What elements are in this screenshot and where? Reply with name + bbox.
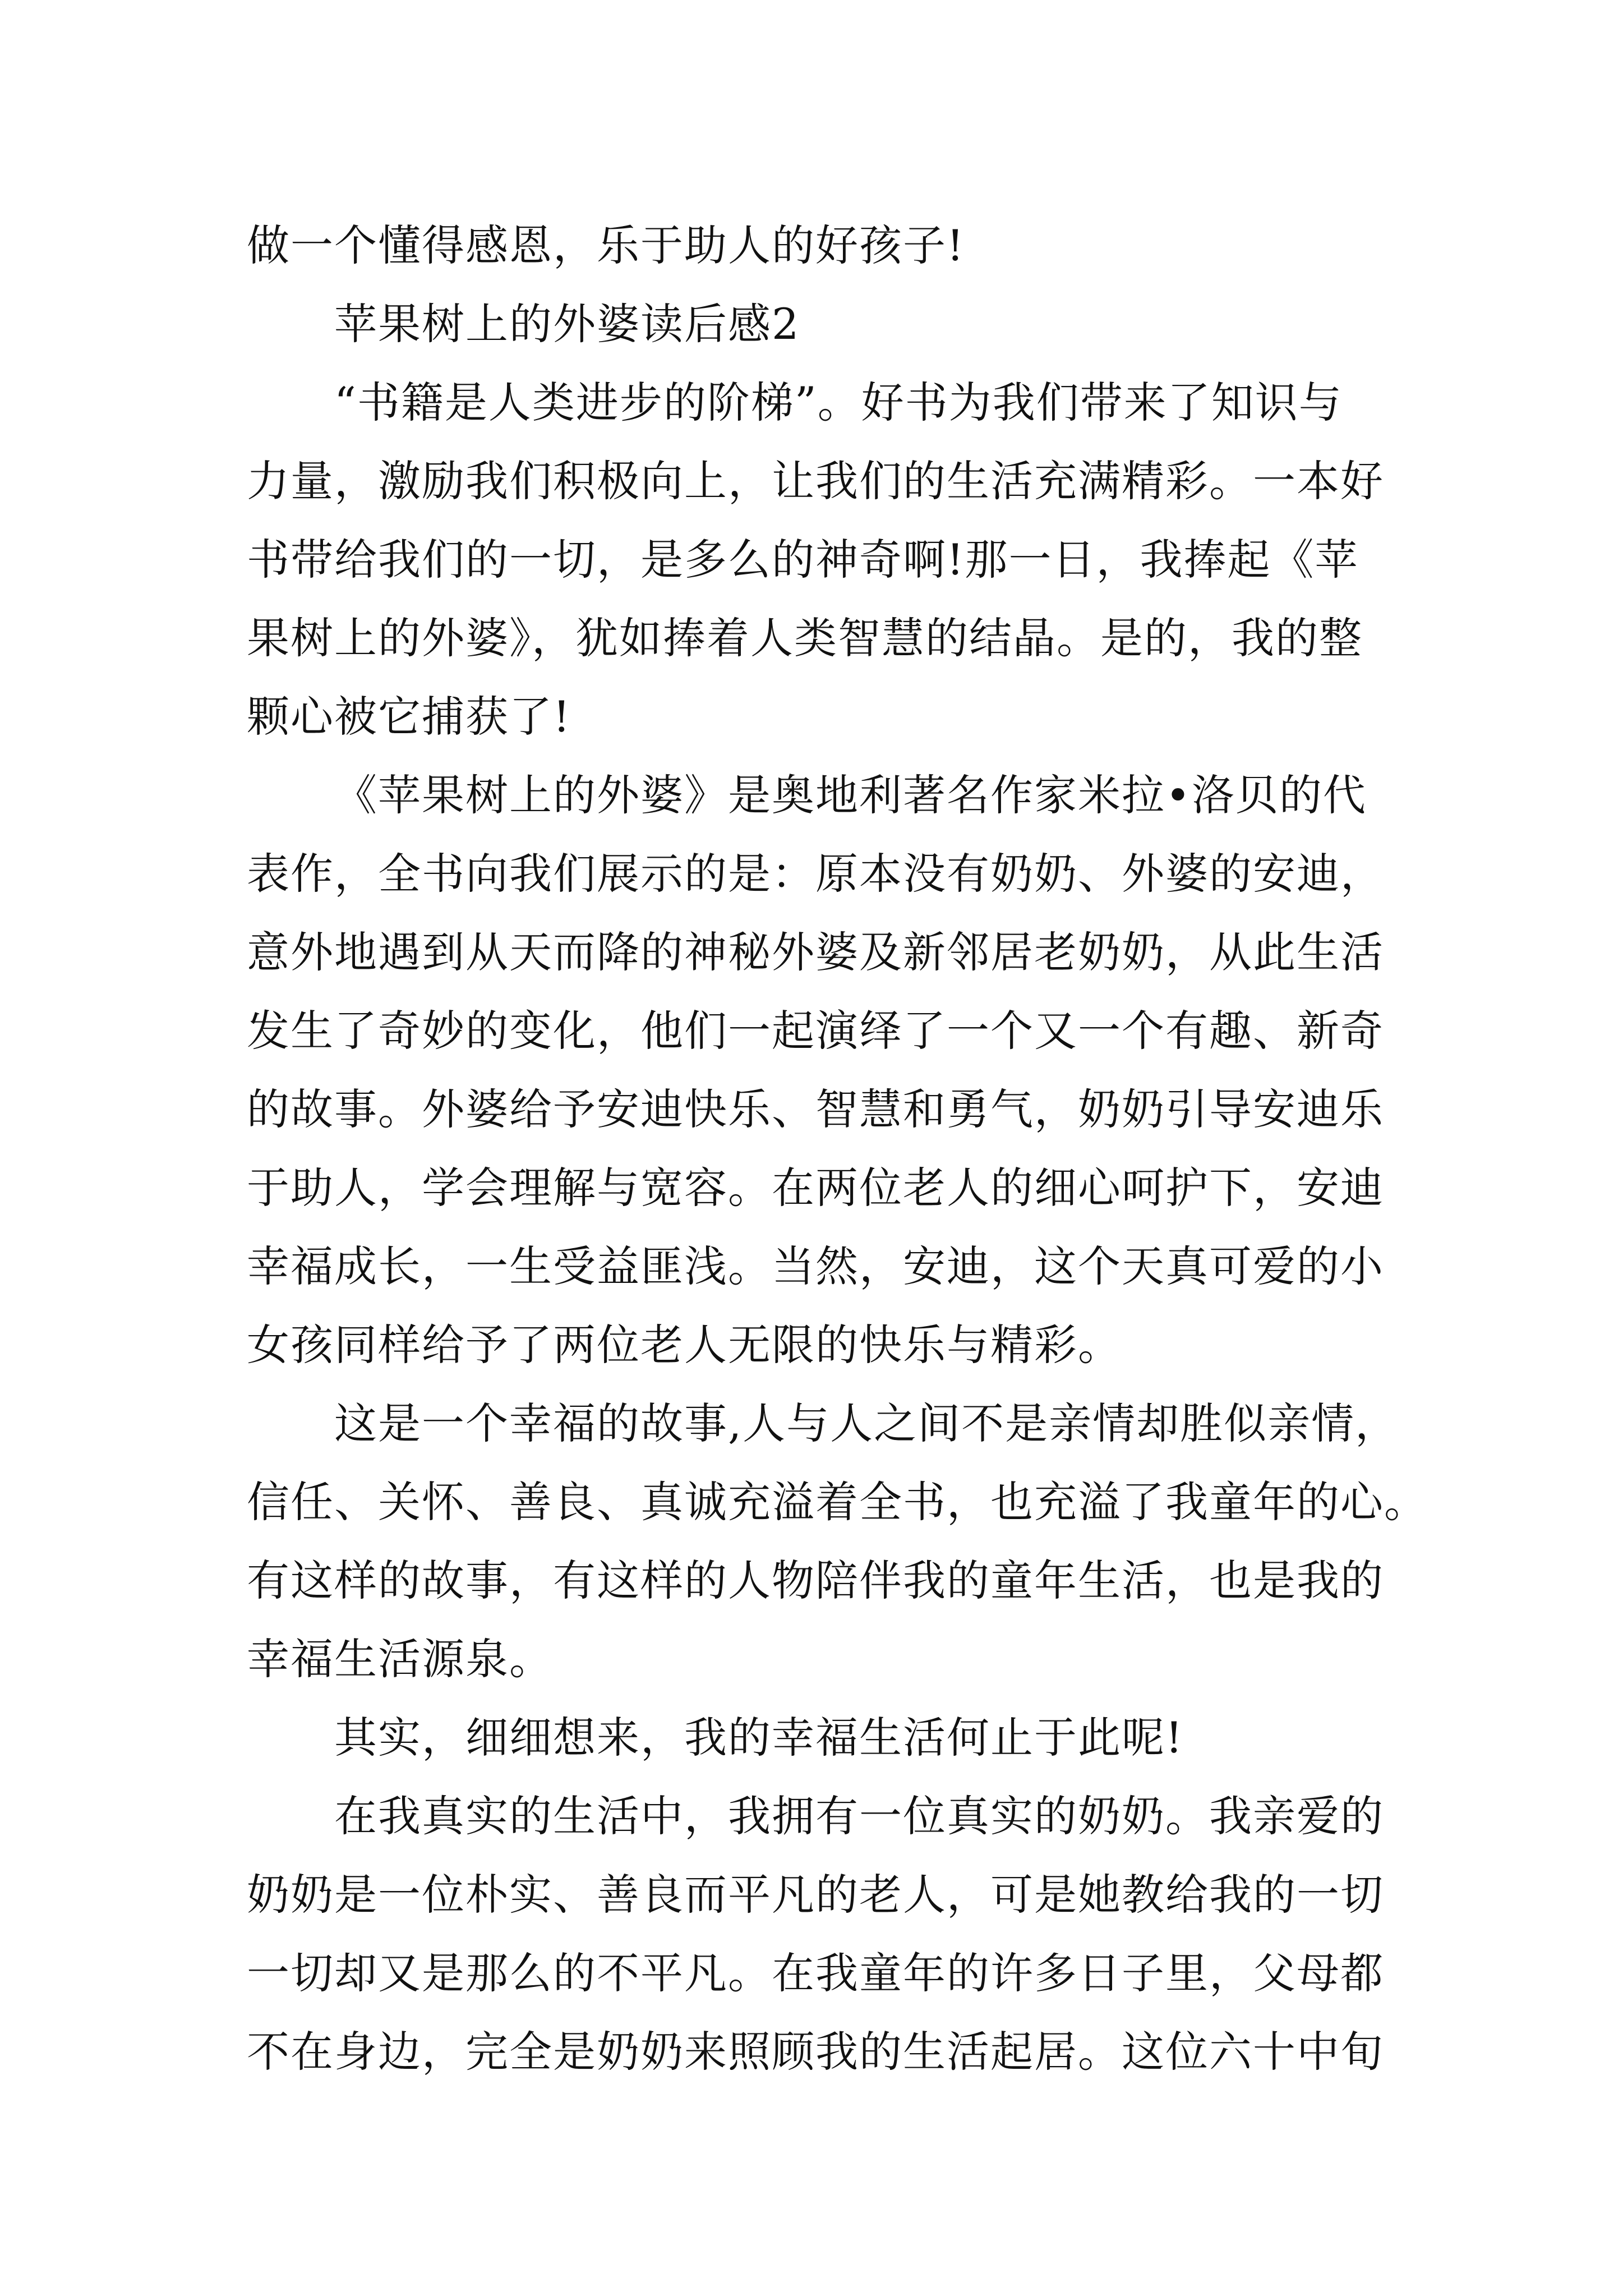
text-line: 幸福成长，一生受益匪浅。当然，安迪，这个天真可爱的小 bbox=[247, 1241, 1384, 1291]
text-line: 女孩同样给予了两位老人无限的快乐与精彩。 bbox=[247, 1320, 1122, 1370]
text-line: 表作，全书向我们展示的是：原本没有奶奶、外婆的安迪， bbox=[247, 849, 1384, 899]
text-line: “书籍是人类进步的阶梯”。好书为我们带来了知识与 bbox=[334, 378, 1343, 427]
text-line: 发生了奇妙的变化，他们一起演绎了一个又一个有趣、新奇 bbox=[247, 1006, 1384, 1056]
text-line: 信任、关怀、善良、真诚充溢着全书，也充溢了我童年的心。 bbox=[247, 1477, 1428, 1527]
text-line: 力量，激励我们积极向上，让我们的生活充满精彩。一本好 bbox=[247, 456, 1384, 506]
text-line: 有这样的故事，有这样的人物陪伴我的童年生活，也是我的 bbox=[247, 1556, 1384, 1605]
text-line: 做一个懂得感恩，乐于助人的好孩子! bbox=[247, 220, 965, 270]
text-line: 《苹果树上的外婆》是奥地利著名作家米拉•洛贝的代 bbox=[334, 770, 1367, 820]
text-line: 其实，细细想来，我的幸福生活何止于此呢! bbox=[334, 1713, 1184, 1763]
text-line: 意外地遇到从天而降的神秘外婆及新邻居老奶奶，从此生活 bbox=[247, 927, 1384, 977]
text-line: 果树上的外婆》，犹如捧着人类智慧的结晶。是的，我的整 bbox=[247, 613, 1363, 663]
text-line: 不在身边，完全是奶奶来照顾我的生活起居。这位六十中旬 bbox=[247, 2027, 1384, 2077]
document-body bbox=[247, 206, 1428, 2091]
text-line: 的故事。外婆给予安迪快乐、智慧和勇气，奶奶引导安迪乐 bbox=[247, 1084, 1384, 1134]
section-title: 苹果树上的外婆读后感2 bbox=[334, 299, 800, 349]
text-line: 在我真实的生活中，我拥有一位真实的奶奶。我亲爱的 bbox=[334, 1791, 1384, 1841]
text-line: 奶奶是一位朴实、善良而平凡的老人，可是她教给我的一切 bbox=[247, 1870, 1384, 1920]
text-line: 这是一个幸福的故事,人与人之间不是亲情却胜似亲情， bbox=[334, 1398, 1399, 1448]
text-line: 书带给我们的一切，是多么的神奇啊!那一日，我捧起《苹 bbox=[247, 535, 1359, 585]
text-line: 一切却又是那么的不平凡。在我童年的许多日子里，父母都 bbox=[247, 1948, 1384, 1998]
text-line: 幸福生活源泉。 bbox=[247, 1634, 553, 1684]
text-line: 颗心被它捕获了! bbox=[247, 692, 571, 742]
text-line: 于助人，学会理解与宽容。在两位老人的细心呵护下，安迪 bbox=[247, 1163, 1384, 1213]
